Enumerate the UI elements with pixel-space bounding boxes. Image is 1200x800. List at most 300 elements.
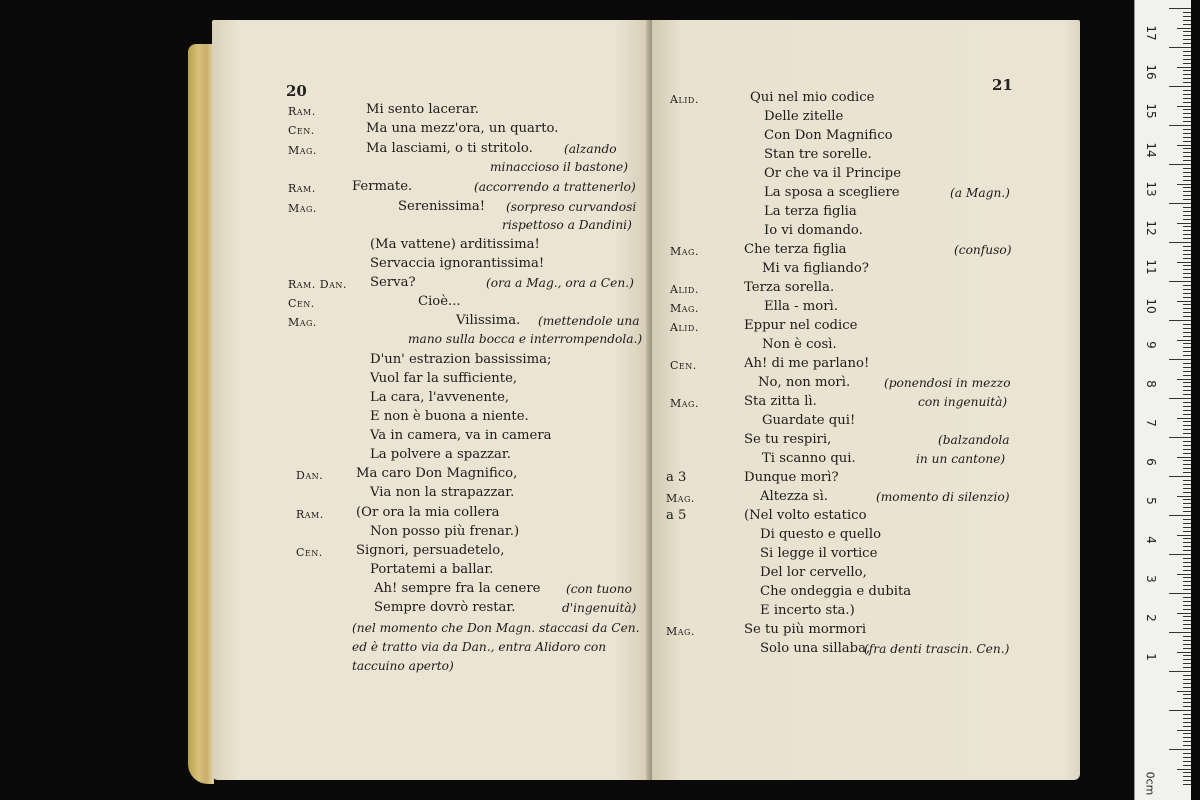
verse-line: D'un' estrazion bassissima; [370,352,552,367]
ruler-tick [1183,375,1191,376]
ruler-tick [1183,683,1191,684]
ruler-tick [1183,566,1191,567]
ruler-tick [1177,379,1191,380]
speaker-label: Mag. [288,316,317,329]
ruler-tick [1183,363,1191,364]
ruler-tick [1183,772,1191,773]
ruler-tick [1183,433,1191,434]
ruler-tick [1183,55,1191,56]
ruler-tick [1183,390,1191,391]
ruler-tick [1183,414,1191,415]
ruler-tick [1183,191,1191,192]
verse-line: E incerto sta.) [760,603,855,618]
verse-line: La polvere a spazzar. [370,447,511,462]
ruler-tick [1183,121,1191,122]
stage-direction: (con tuono [566,582,632,596]
verse-line: Sempre dovrò restar. [374,600,516,615]
ruler-tick [1183,297,1191,298]
ruler-number: 3 [1144,575,1158,583]
ruler-tick [1183,137,1191,138]
ruler-tick [1183,141,1191,142]
ruler-tick [1183,519,1191,520]
ruler-tick [1183,148,1191,149]
ruler-tick [1183,207,1191,208]
speaker-label: Mag. [670,302,699,315]
ruler-tick [1183,20,1191,21]
speaker-label: a 3 [666,470,687,485]
ruler-tick [1183,503,1191,504]
ruler-number: 15 [1144,103,1158,119]
ruler-tick [1183,234,1191,235]
verse-line: Che ondeggia e dubita [760,584,912,599]
ruler-tick [1177,106,1191,107]
ruler-tick [1183,441,1191,442]
speaker-label: Mag. [288,144,317,157]
verse-line: Serva? [370,275,416,290]
ruler-tick [1183,78,1191,79]
ruler-number: 4 [1144,536,1158,544]
verse-line: Che terza figlia [744,242,847,257]
ruler-tick [1183,230,1191,231]
ruler-tick [1183,453,1191,454]
ruler-tick [1183,238,1191,239]
speaker-label: Mag. [670,245,699,258]
ruler-tick [1183,39,1191,40]
ruler-tick [1183,347,1191,348]
verse-line: Serenissima! [398,199,486,214]
ruler-tick [1183,410,1191,411]
speaker-label: Ram. [288,182,316,195]
ruler-tick [1183,601,1191,602]
ruler-tick [1183,277,1191,278]
stage-direction: d'ingenuità) [562,601,637,615]
ruler-tick [1183,675,1191,676]
ruler-tick [1169,203,1191,204]
verse-line: Ma caro Don Magnifico, [356,466,518,481]
ruler-number: 8 [1144,380,1158,388]
ruler-tick [1183,542,1191,543]
ruler-tick [1183,784,1191,785]
verse-line: Ma lasciami, o ti stritolo. [366,141,533,156]
verse-line: (Nel volto estatico [744,508,867,523]
ruler-tick [1183,258,1191,259]
ruler-tick [1177,223,1191,224]
verse-line: Si legge il vortice [760,546,878,561]
ruler-tick [1183,605,1191,606]
ruler-tick [1183,714,1191,715]
ruler-tick [1183,51,1191,52]
verse-line: Vilissima. [456,313,521,328]
speaker-label: Alid. [670,283,699,296]
verse-line: Ella - morì. [764,299,838,314]
stage-direction: minaccioso il bastone) [490,160,628,174]
ruler-tick [1183,304,1191,305]
ruler-tick [1183,152,1191,153]
ruler-tick [1169,398,1191,399]
ruler-tick [1183,226,1191,227]
ruler-tick [1183,246,1191,247]
ruler-tick [1183,371,1191,372]
verse-line: Ti scanno qui. [762,451,856,466]
ruler-tick [1183,702,1191,703]
ruler-tick [1183,199,1191,200]
ruler-tick [1169,8,1191,9]
ruler-tick [1183,254,1191,255]
ruler-tick [1177,145,1191,146]
ruler-tick [1183,648,1191,649]
ruler-tick [1183,16,1191,17]
speaker-label: Ram. [288,105,316,118]
ruler-number: 10 [1144,298,1158,314]
ruler-tick [1183,215,1191,216]
ruler-tick [1177,496,1191,497]
ruler-tick [1183,265,1191,266]
ruler-tick [1183,129,1191,130]
ruler-tick [1177,28,1191,29]
ruler-tick [1183,468,1191,469]
ruler-tick [1177,418,1191,419]
ruler-tick [1183,195,1191,196]
verse-line: Vuol far la sufficiente, [370,371,518,386]
ruler-tick [1183,63,1191,64]
verse-line: Terza sorella. [744,280,835,295]
ruler-tick [1183,316,1191,317]
ruler-tick [1183,211,1191,212]
ruler-tick [1183,511,1191,512]
verse-line: E non è buona a niente. [370,409,529,424]
ruler-tick [1183,324,1191,325]
ruler-tick [1183,507,1191,508]
ruler-tick [1183,659,1191,660]
verse-line: Ah! di me parlano! [744,356,870,371]
ruler-tick [1183,558,1191,559]
ruler-tick [1183,722,1191,723]
ruler-tick [1183,636,1191,637]
verse-line: Via non la strapazzar. [370,485,515,500]
ruler-tick [1177,301,1191,302]
speaker-label: Cen. [296,546,323,559]
ruler-tick [1169,476,1191,477]
verse-line: No, non morì. [758,375,851,390]
ruler-tick [1183,523,1191,524]
ruler-tick [1183,425,1191,426]
ruler-tick [1183,460,1191,461]
speaker-label: Mag. [288,202,317,215]
speaker-label: Dan. [296,469,324,482]
ruler-number: 1 [1144,653,1158,661]
ruler-tick [1183,160,1191,161]
ruler-tick [1183,343,1191,344]
ruler-tick [1183,628,1191,629]
ruler-tick [1183,698,1191,699]
ruler-tick [1183,737,1191,738]
ruler-tick [1177,457,1191,458]
ruler-tick [1169,47,1191,48]
stage-direction: mano sulla bocca e interrompendola.) [408,332,643,346]
left-page [212,20,650,780]
ruler-tick [1183,394,1191,395]
verse-line: Ma una mezz'ora, un quarto. [366,121,559,136]
ruler-tick [1183,464,1191,465]
ruler-tick [1169,242,1191,243]
ruler-tick [1183,445,1191,446]
ruler-tick [1183,667,1191,668]
ruler-tick [1183,550,1191,551]
ruler-tick [1177,262,1191,263]
ruler-tick [1183,156,1191,157]
ruler-number: 2 [1144,614,1158,622]
ruler-tick [1183,706,1191,707]
ruler-number: 13 [1144,181,1158,197]
ruler-tick [1183,765,1191,766]
verse-line: Mi sento lacerar. [366,102,479,117]
verse-line: Portatemi a ballar. [370,562,494,577]
ruler-tick [1183,531,1191,532]
ruler-tick [1183,180,1191,181]
ruler-tick [1183,492,1191,493]
ruler-tick [1183,406,1191,407]
ruler-number: 7 [1144,419,1158,427]
ruler-tick [1169,437,1191,438]
ruler-tick [1183,109,1191,110]
verse-line: Cioè... [418,294,461,309]
ruler-tick [1183,74,1191,75]
stage-direction: (sorpreso curvandosi [506,200,637,214]
ruler-tick [1183,527,1191,528]
ruler-tick [1177,730,1191,731]
ruler-tick [1169,749,1191,750]
verse-line: Mi va figliando? [762,261,869,276]
stage-direction: (fra denti trascin. Cen.) [864,642,1010,656]
verse-line: Altezza sì. [760,489,828,504]
ruler-tick [1183,82,1191,83]
ruler-tick [1177,691,1191,692]
speaker-label: Ram. Dan. [288,278,347,291]
verse-line: Signori, persuadetelo, [356,543,505,558]
speaker-label: Ram. [296,508,324,521]
ruler-tick [1183,187,1191,188]
ruler-tick [1183,741,1191,742]
ruler-tick [1183,176,1191,177]
ruler-tick [1183,35,1191,36]
ruler-tick [1183,293,1191,294]
ruler-tick [1183,117,1191,118]
ruler-tick [1183,70,1191,71]
ruler-tick [1183,644,1191,645]
ruler-unit-label: 0cm [1143,771,1157,796]
ruler-tick [1183,98,1191,99]
ruler-tick [1169,554,1191,555]
ruler-tick [1183,94,1191,95]
ruler-tick [1169,359,1191,360]
ruler-tick [1183,219,1191,220]
ruler-tick [1183,640,1191,641]
ruler-tick [1183,562,1191,563]
ruler-tick [1183,589,1191,590]
stage-direction: ed è tratto via da Dan., entra Alidoro con [352,640,607,654]
ruler-tick [1183,780,1191,781]
verse-line: La cara, l'avvenente, [370,390,510,405]
ruler-tick [1169,164,1191,165]
stage-direction: (confuso) [954,243,1012,257]
ruler-tick [1183,620,1191,621]
ruler-tick [1183,308,1191,309]
ruler-tick [1183,484,1191,485]
stage-direction: (mettendole una [538,314,640,328]
ruler-tick [1183,538,1191,539]
ruler-tick [1183,733,1191,734]
ruler-number: 14 [1144,142,1158,158]
ruler-tick [1183,597,1191,598]
verse-line: (Ma vattene) arditissima! [370,237,540,252]
ruler-tick [1177,184,1191,185]
verse-line: Ah! sempre fra la cenere [374,581,541,596]
ruler-tick [1183,609,1191,610]
speaker-label: Mag. [666,625,695,638]
verse-line: Guardate qui! [762,413,856,428]
verse-line: Non è così. [762,337,837,352]
ruler-tick [1169,86,1191,87]
verse-line: Delle zitelle [764,109,844,124]
ruler-tick [1183,581,1191,582]
ruler-tick [1183,386,1191,387]
verse-line: Io vi domando. [764,223,863,238]
verse-line: Servaccia ignorantissima! [370,256,545,271]
ruler-tick [1183,429,1191,430]
ruler-tick [1183,351,1191,352]
ruler-number: 12 [1144,220,1158,236]
ruler-tick [1169,671,1191,672]
ruler-tick [1183,718,1191,719]
verse-line: Solo una sillaba, [760,641,871,656]
verse-line: Qui nel mio codice [750,90,875,105]
ruler-tick [1169,515,1191,516]
book-page-edges [188,44,214,784]
speaker-label: Cen. [670,359,697,372]
ruler-number: 16 [1144,64,1158,80]
speaker-label: Mag. [666,492,695,505]
measuring-ruler [1134,0,1191,800]
ruler-tick [1183,168,1191,169]
open-book [190,14,1090,790]
ruler-number: 9 [1144,341,1158,349]
ruler-number: 6 [1144,458,1158,466]
ruler-tick [1177,535,1191,536]
ruler-tick [1183,312,1191,313]
ruler-tick [1177,67,1191,68]
ruler-tick [1183,776,1191,777]
ruler-tick [1183,421,1191,422]
ruler-tick [1177,769,1191,770]
verse-line: Del lor cervello, [760,565,867,580]
speaker-label: Cen. [288,124,315,137]
ruler-tick [1183,687,1191,688]
ruler-number: 5 [1144,497,1158,505]
stage-direction: in un cantone) [916,452,1006,466]
speaker-label: Mag. [670,397,699,410]
ruler-tick [1183,663,1191,664]
ruler-tick [1183,402,1191,403]
ruler-tick [1169,593,1191,594]
stage-direction: con ingenuità) [918,395,1008,409]
ruler-tick [1183,336,1191,337]
ruler-tick [1183,90,1191,91]
ruler-tick [1183,449,1191,450]
verse-line: Sta zitta lì. [744,394,817,409]
ruler-tick [1169,320,1191,321]
ruler-tick [1183,488,1191,489]
verse-line: Eppur nel codice [744,318,858,333]
stage-direction: (nel momento che Don Magn. staccasi da Cen. [352,621,640,635]
stage-direction: (a Magn.) [950,186,1010,200]
ruler-tick [1177,574,1191,575]
ruler-tick [1183,289,1191,290]
ruler-tick [1183,624,1191,625]
ruler-tick [1183,761,1191,762]
ruler-tick [1183,757,1191,758]
ruler-tick [1183,570,1191,571]
verse-line: La sposa a scegliere [764,185,900,200]
ruler-tick [1183,585,1191,586]
ruler-tick [1183,43,1191,44]
ruler-tick [1183,616,1191,617]
page-number: 20 [286,82,307,100]
speaker-label: Alid. [670,321,699,334]
ruler-tick [1169,632,1191,633]
ruler-tick [1183,59,1191,60]
stage-direction: rispettoso a Dandini) [502,218,632,232]
verse-line: (Or ora la mia collera [356,505,500,520]
verse-line: Stan tre sorelle. [764,147,872,162]
verse-line: Se tu respiri, [744,432,832,447]
ruler-tick [1183,332,1191,333]
stage-direction: (ponendosi in mezzo [884,376,1011,390]
ruler-tick [1183,472,1191,473]
ruler-tick [1177,652,1191,653]
stage-direction: (momento di silenzio) [876,490,1010,504]
right-page [652,20,1080,780]
ruler-tick [1183,31,1191,32]
ruler-tick [1183,382,1191,383]
ruler-tick [1183,499,1191,500]
verse-line: Fermate. [352,179,413,194]
verse-line: Or che va il Principe [764,166,902,181]
ruler-tick [1169,281,1191,282]
ruler-tick [1169,710,1191,711]
page-number: 21 [992,76,1013,94]
speaker-label: Cen. [288,297,315,310]
ruler-tick [1177,340,1191,341]
ruler-tick [1183,655,1191,656]
ruler-tick [1183,172,1191,173]
ruler-tick [1183,113,1191,114]
ruler-tick [1183,250,1191,251]
ruler-number: 11 [1144,259,1158,275]
verse-line: Se tu più mormori [744,622,867,637]
ruler-tick [1183,546,1191,547]
ruler-tick [1183,480,1191,481]
verse-line: Con Don Magnifico [764,128,893,143]
ruler-tick [1183,694,1191,695]
ruler-tick [1183,269,1191,270]
ruler-tick [1183,367,1191,368]
ruler-tick [1169,125,1191,126]
ruler-tick [1183,726,1191,727]
ruler-tick [1183,285,1191,286]
stage-direction: (ora a Mag., ora a Cen.) [486,276,634,290]
ruler-tick [1183,745,1191,746]
ruler-tick [1183,355,1191,356]
